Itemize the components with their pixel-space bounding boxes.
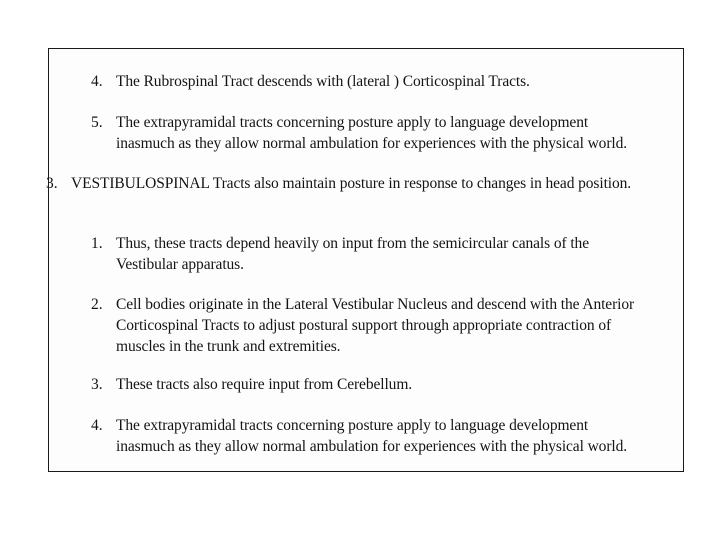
subitem-number: 2.	[91, 296, 103, 313]
subitem-text-line: These tracts also require input from Cerebellum.	[116, 376, 413, 393]
subitem-number: 3.	[91, 376, 103, 393]
item-number: 4.	[91, 73, 103, 90]
scanned-page-frame	[48, 48, 684, 472]
item-text-line: The extrapyramidal tracts concerning posture apply to language development	[116, 114, 589, 131]
section-marker: 3.	[46, 175, 58, 192]
subitem-text-line: Vestibular apparatus.	[116, 256, 244, 273]
subitem-text-line: The extrapyramidal tracts concerning posture apply to language development	[116, 417, 589, 434]
subitem-text-line: Cell bodies originate in the Lateral Vestibular Nucleus and descend with the Anterior	[116, 296, 635, 313]
item-number: 5.	[91, 114, 103, 131]
subitem-text-line: muscles in the trunk and extremities.	[116, 338, 341, 355]
subitem-text-line: inasmuch as they allow normal ambulation for experiences with the physical world.	[116, 438, 628, 455]
subitem-number: 4.	[91, 417, 103, 434]
subitem-number: 1.	[91, 235, 103, 252]
item-text-line: The Rubrospinal Tract descends with (lateral ) Corticospinal Tracts.	[116, 73, 530, 90]
subitem-text-line: Corticospinal Tracts to adjust postural support through appropriate contraction of	[116, 317, 612, 334]
item-text-line: inasmuch as they allow normal ambulation for experiences with the physical world.	[116, 135, 628, 152]
section-heading-text: VESTIBULOSPINAL Tracts also maintain posture in response to changes in head position.	[71, 175, 632, 192]
subitem-text-line: Thus, these tracts depend heavily on input from the semicircular canals of the	[116, 235, 589, 252]
